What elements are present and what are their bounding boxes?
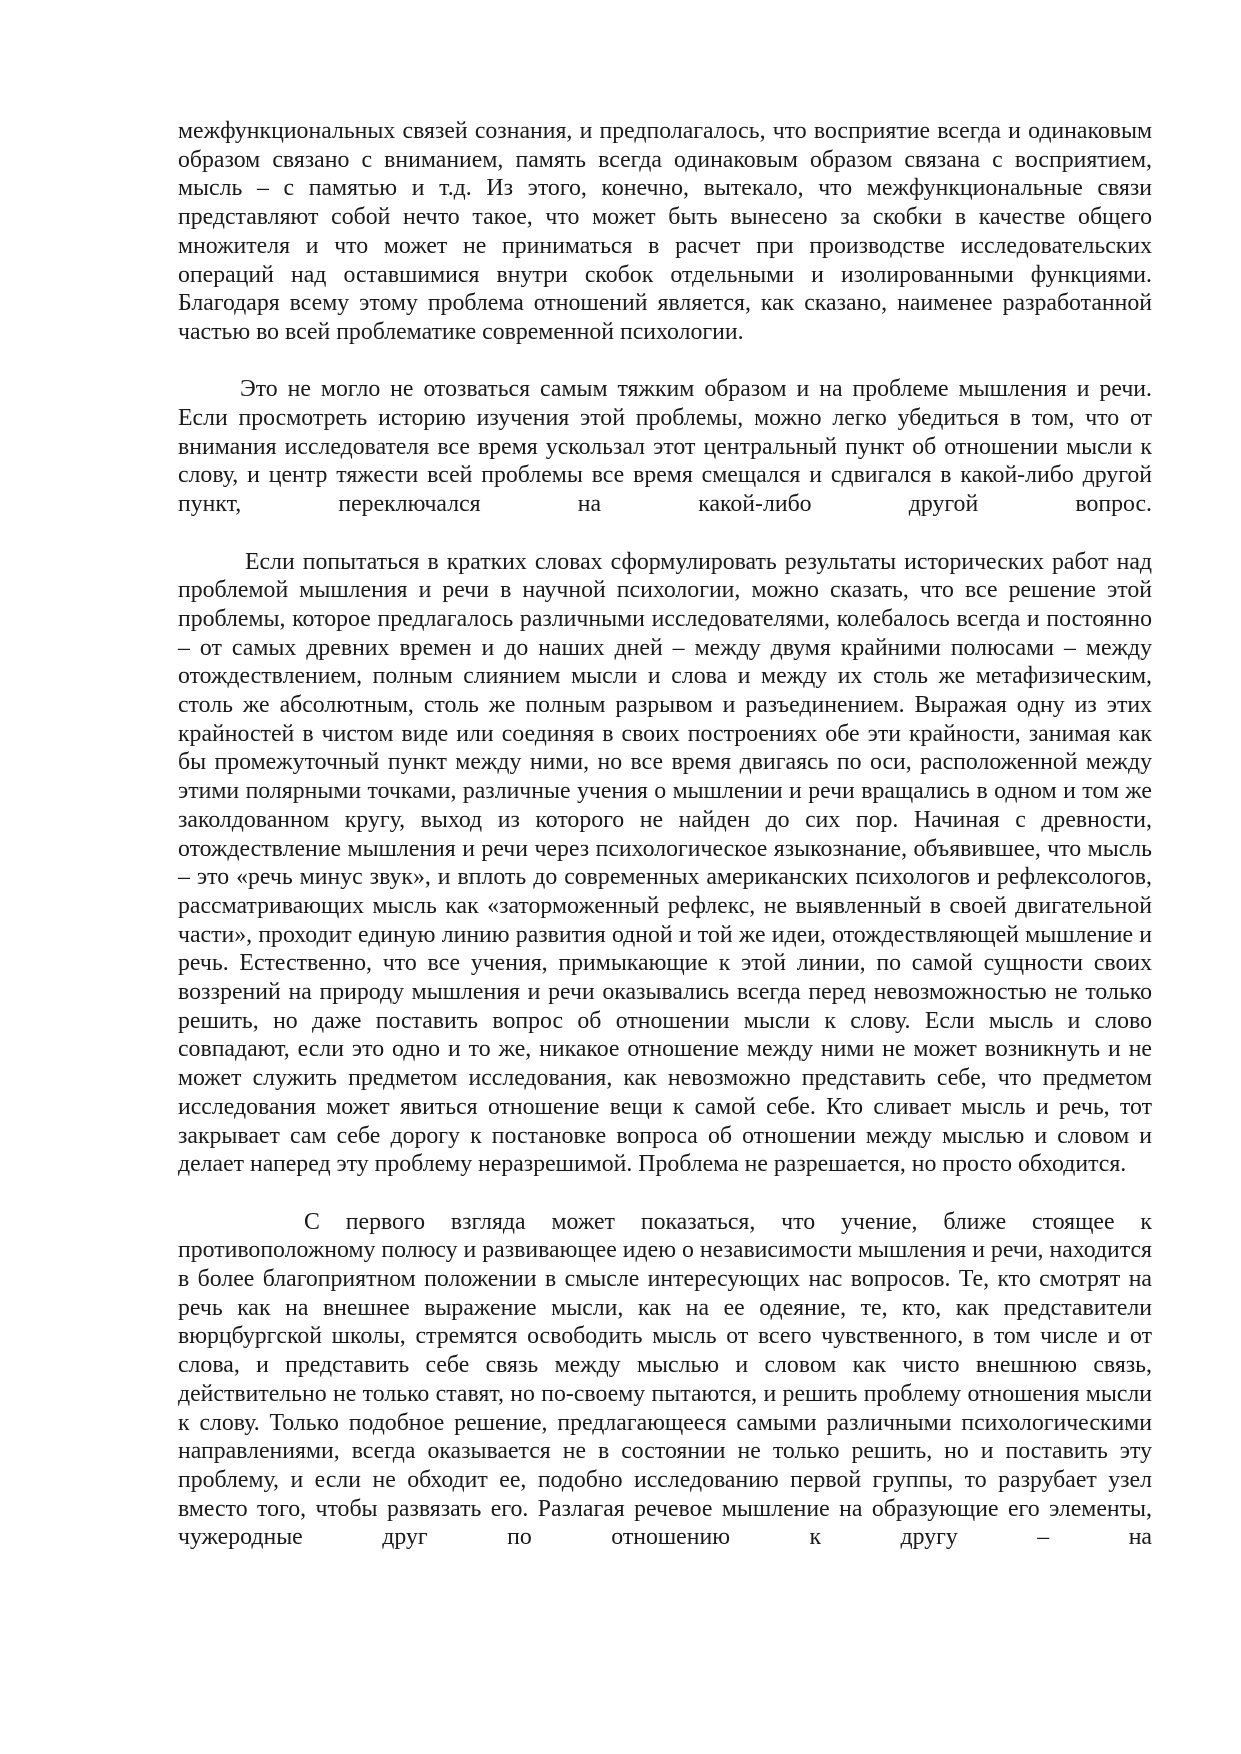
paragraph-2: Это не могло не отозваться самым тяжким образом и на проблеме мышления и речи. Если просмотреть историю изучения этой проблемы, можно легко убедиться в том, что от внимания исследователя все время ускользал этот центральный пункт об отношении мысли к слову, и центр тяжести всей проблемы все время смещался и сдвигался в какой-либо другой пункт, переключался на какой-либо другой вопрос. — [178, 376, 1152, 518]
paragraph-3: Если попытаться в кратких словах сформулировать результаты исторических работ над проблемой мышления и речи в научной психологии, можно сказать, что все решение этой проблемы, которое предлагалось различными исследователями, колебалось всегда и постоянно – от самых древних времен и до наших дней – между двумя крайними полюсами – между отождествлением, полным слиянием мысли и слова и между их столь же метафизическим, столь же абсолютным, столь же полным разрывом и разъединением. Выражая одну из этих крайностей в чистом виде или соединяя в своих построениях обе эти крайности, занимая как бы промежуточный пункт между ними, но все время двигаясь по оси, расположенной между этими полярными точками, различные учения о мышлении и речи вращались в одном и том же заколдованном кругу, выход из которого не найден до сих пор. Начиная с древности, отождествление мышления и речи через психологическое языкознание, объявившее, что мысль – это «речь минус звук», и вплоть до современных американских психологов и рефлексологов, рассматривающих мысль как «заторможенный рефлекс, не выявленный в своей двигательной части», проходит единую линию развития одной и той же идеи, отождествляющей мышление и речь. Естественно, что все учения, примыкающие к этой линии, по самой сущности своих воззрений на природу мышления и речи оказывались всегда перед невозможностью не только решить, но даже поставить вопрос об отношении мысли к слову. Если мысль и слово совпадают, если это одно и то же, никакое отношение между ними не может возникнуть и не может служить предметом исследования, как невозможно представить себе, что предметом исследования может явиться отношение вещи к самой себе. Кто сливает мысль и речь, тот закрывает сам себе дорогу к постановке вопроса об отношении между мыслью и словом и делает наперед эту проблему неразрешимой. Проблема не разрешается, но просто обходится. — [178, 548, 1152, 1178]
paragraph-1: межфункциональных связей сознания, и предполагалось, что восприятие всегда и одинаковым образом связано с вниманием, память всегда одинаковым образом связана с восприятием, мысль – с памятью и т.д. Из этого, конечно, вытекало, что межфункциональные связи представляют собой нечто такое, что может быть вынесено за скобки в качестве общего множителя и что может не приниматься в расчет при производстве исследовательских операций над оставшимися внутри скобок отдельными и изолированными функциями. Благодаря всему этому проблема отношений является, как сказано, наименее разработанной частью во всей проблематике современной психологии. — [178, 118, 1152, 345]
paragraph-4: С первого взгляда может показаться, что учение, ближе стоящее к противоположному полюсу и развивающее идею о независимости мышления и речи, находится в более благоприятном положении в смысле интересующих нас вопросов. Те, кто смотрят на речь как на внешнее выражение мысли, как на ее одеяние, те, кто, как представители вюрцбургской школы, стремятся освободить мысль от всего чувственного, в том числе и от слова, и представить себе связь между мыслью и словом как чисто внешнюю связь, действительно не только ставят, но по-своему пытаются, и решить проблему отношения мысли к слову. Только подобное решение, предлагающееся самыми различными психологическими направлениями, всегда оказывается не в состоянии не только решить, но и поставить эту проблему, и если не обходит ее, подобно исследованию первой группы, то разрубает узел вместо того, чтобы развязать его. Разлагая речевое мышление на образующие его элементы, чужеродные друг по отношению к другу – на — [178, 1208, 1152, 1551]
document-page — [178, 117, 1152, 1552]
